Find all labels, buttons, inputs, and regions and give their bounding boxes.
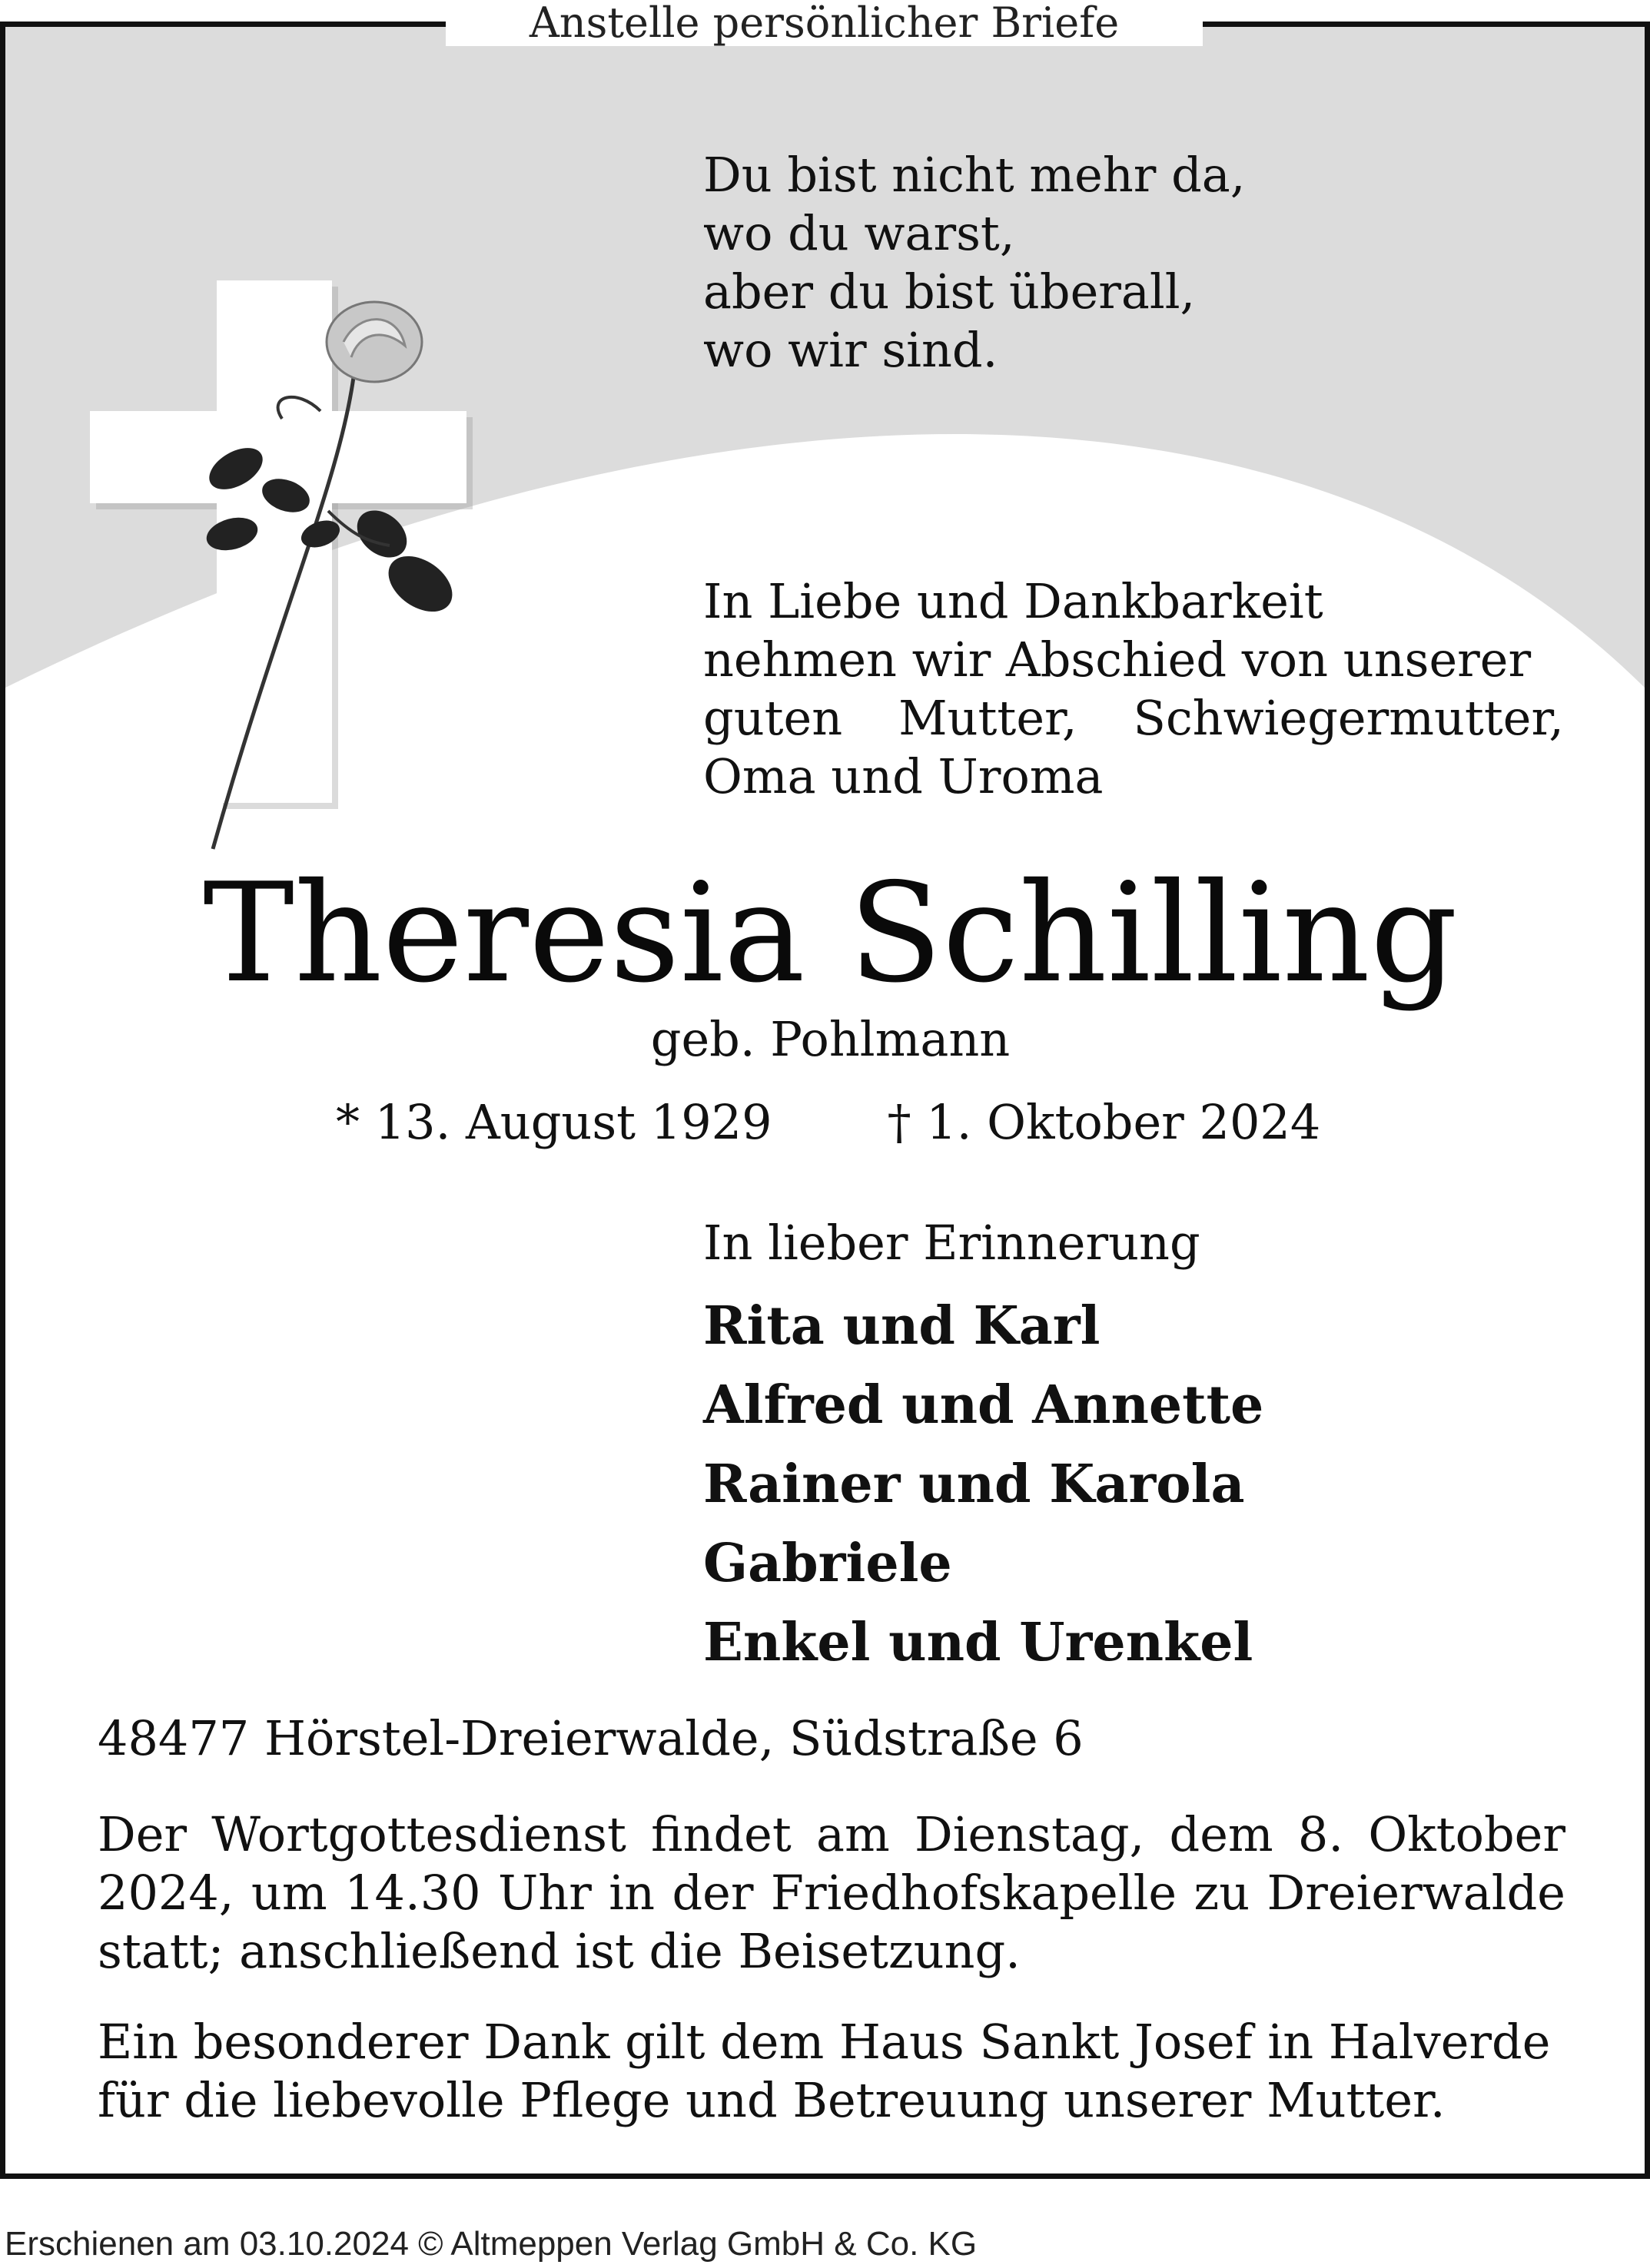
family-member: Rita und Karl [703,1295,1101,1357]
publication-footer: Erschienen am 03.10.2024 © Altmeppen Verlag GmbH & Co. KG [5,2225,978,2263]
service-line: Der Wortgottesdienst findet am Dienstag, dem 8. Oktober [98,1806,1565,1862]
service-info [98,1805,1565,1981]
intro-line: nehmen wir Abschied von unserer [703,632,1532,688]
thanks-text [98,2013,1565,2130]
thanks-line: Ein besonderer Dank gilt dem Haus Sankt Josef in Halverde [98,2014,1551,2070]
obituary-frame [0,22,1650,2179]
cross-with-rose-image [90,280,520,880]
poem [703,146,1245,380]
poem-line: aber du bist überall, [703,264,1196,320]
intro-text [703,572,1564,806]
memory-label: In lieber Erinnerung [703,1215,1200,1271]
life-dates [336,1093,1320,1152]
family-member: Enkel und Urenkel [703,1612,1253,1673]
death-date: † 1. Oktober 2024 [887,1094,1321,1150]
poem-line: Du bist nicht mehr da, [703,147,1246,203]
family-member: Gabriele [703,1533,952,1594]
address: 48477 Hörstel-Dreierwalde, Südstraße 6 [98,1710,1084,1766]
header-title: Anstelle persönlicher Briefe [446,0,1203,46]
intro-line: In Liebe und Dankbarkeit [703,573,1323,629]
poem-line: wo wir sind. [703,322,998,378]
family-member: Alfred und Annette [703,1374,1264,1436]
poem-line: wo du warst, [703,205,1015,261]
thanks-line: für die liebevolle Pflege und Betreuung unserer Mutter. [98,2072,1446,2128]
family-list [703,1287,1263,1683]
family-member: Rainer und Karola [703,1454,1245,1515]
birth-name: geb. Pohlmann [650,1011,1011,1067]
deceased-name: Theresia Schilling [203,854,1458,1013]
intro-line: Oma und Uroma [703,748,1104,804]
service-line: 2024, um 14.30 Uhr in der Friedhofskapelle zu Dreierwalde [98,1865,1565,1921]
service-line: statt; anschließend ist die Beisetzung. [98,1923,1021,1979]
intro-line: guten Mutter, Schwiegermutter, [703,690,1564,746]
birth-date: * 13. August 1929 [336,1094,772,1150]
